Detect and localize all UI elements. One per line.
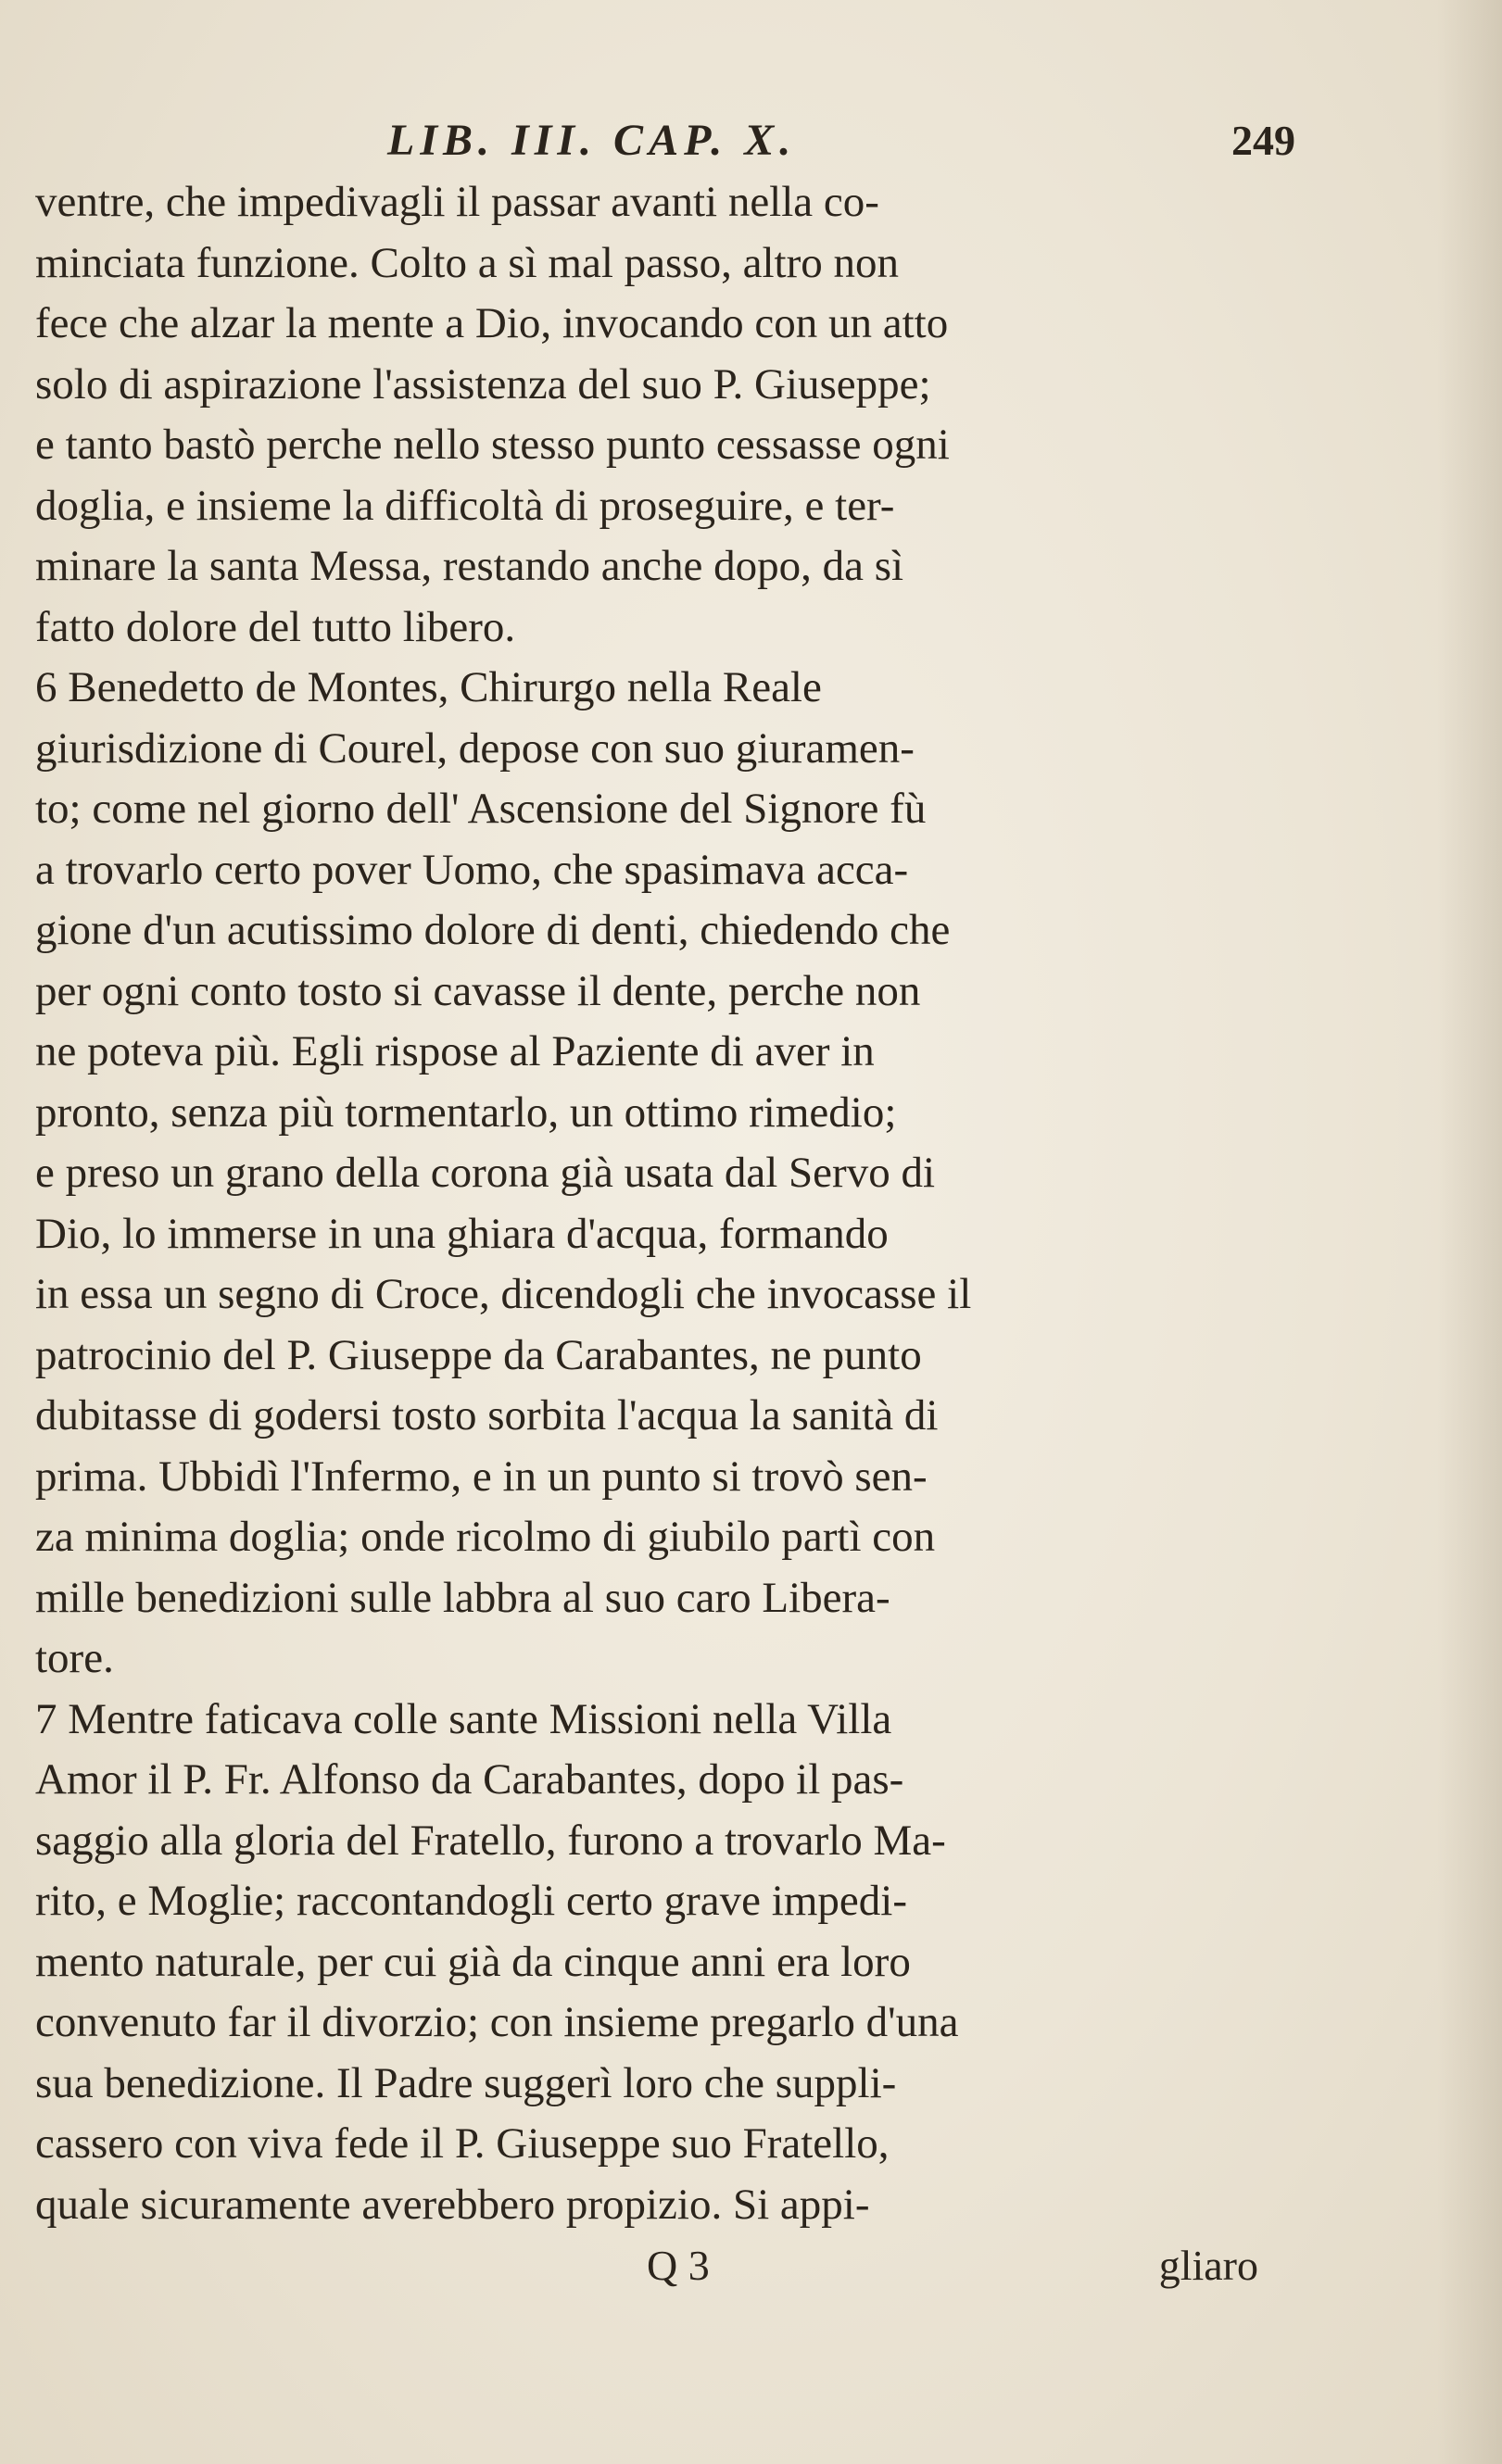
page-header bbox=[35, 113, 1295, 169]
text-line: fece che alzar la mente a Dio, invocando con un atto bbox=[35, 299, 949, 347]
text-line: Amor il P. Fr. Alfonso da Carabantes, dopo il pas- bbox=[35, 1755, 904, 1804]
text-line: minare la santa Messa, restando anche dopo, da sì bbox=[35, 542, 904, 590]
text-line: saggio alla gloria del Fratello, furono a trovarlo Ma- bbox=[35, 1816, 946, 1865]
text-line: ventre, che impedivagli il passar avanti nella co- bbox=[35, 178, 879, 226]
text-line: pronto, senza più tormentarlo, un ottimo rimedio; bbox=[35, 1087, 897, 1137]
text-line: convenuto far il divorzio; con insieme pregarlo d'una bbox=[35, 1998, 959, 2046]
text-line: a trovarlo certo pover Uomo, che spasimava acca- bbox=[35, 845, 909, 894]
page-gutter-shadow bbox=[1437, 0, 1502, 2464]
signature-mark: Q 3 bbox=[647, 2242, 710, 2289]
text-line: 7 Mentre faticava colle sante Missioni nella Villa bbox=[35, 1694, 892, 1743]
text-line: ne poteva più. Egli rispose al Paziente di aver in bbox=[35, 1027, 875, 1075]
text-line: gione d'un acutissimo dolore di denti, chiedendo che bbox=[35, 906, 951, 954]
page-number: 249 bbox=[1231, 117, 1295, 164]
text-line: per ogni conto tosto si cavasse il dente, perche non bbox=[35, 966, 921, 1015]
text-line: giurisdizione di Courel, depose con suo giuramen- bbox=[35, 723, 915, 773]
text-line: e preso un grano della corona già usata dal Servo di bbox=[35, 1149, 936, 1197]
text-line: e tanto bastò perche nello stesso punto cessasse ogni bbox=[35, 421, 950, 469]
text-line: mento naturale, per cui già da cinque anni era loro bbox=[35, 1937, 911, 1986]
text-line: doglia, e insieme la difficoltà di proseguire, e ter- bbox=[35, 481, 895, 530]
page-footer bbox=[35, 2235, 1295, 2296]
text-line: minciata funzione. Colto a sì mal passo, altro non bbox=[35, 238, 899, 287]
text-line: mille benedizioni sulle labbra al suo caro Libera- bbox=[35, 1573, 890, 1622]
text-line: dubitasse di godersi tosto sorbita l'acqua la sanità di bbox=[35, 1391, 939, 1439]
text-line: rito, e Moglie; raccontandogli certo grave impedi- bbox=[35, 1877, 907, 1925]
text-line: sua benedizione. Il Padre suggerì loro che suppli- bbox=[35, 2058, 897, 2107]
text-line: 6 Benedetto de Montes, Chirurgo nella Reale bbox=[35, 663, 822, 711]
text-line: za minima doglia; onde ricolmo di giubilo partì con bbox=[35, 1513, 936, 1561]
text-line: Dio, lo immerse in una ghiara d'acqua, formando bbox=[35, 1209, 889, 1258]
running-title: LIB. III. CAP. X. bbox=[387, 116, 797, 165]
text-line: prima. Ubbidì l'Infermo, e in un punto si trovò sen- bbox=[35, 1452, 928, 1501]
text-line: fatto dolore del tutto libero. bbox=[35, 602, 516, 651]
text-line: to; come nel giorno dell' Ascensione del Signore fù bbox=[35, 785, 927, 833]
text-line: tore. bbox=[35, 1634, 114, 1682]
text-line: solo di aspirazione l'assistenza del suo P. Giuseppe; bbox=[35, 359, 931, 409]
text-block bbox=[35, 113, 1295, 2296]
text-line: in essa un segno di Croce, dicendogli che invocasse il bbox=[35, 1270, 972, 1318]
body-text bbox=[35, 172, 1295, 2235]
text-line: cassero con viva fede il P. Giuseppe suo Fratello, bbox=[35, 2119, 890, 2168]
text-line: patrocinio del P. Giuseppe da Carabantes, ne punto bbox=[35, 1330, 922, 1379]
catchword: gliaro bbox=[1158, 2242, 1258, 2289]
text-line: quale sicuramente averebbero propizio. Si appi- bbox=[35, 2180, 870, 2229]
